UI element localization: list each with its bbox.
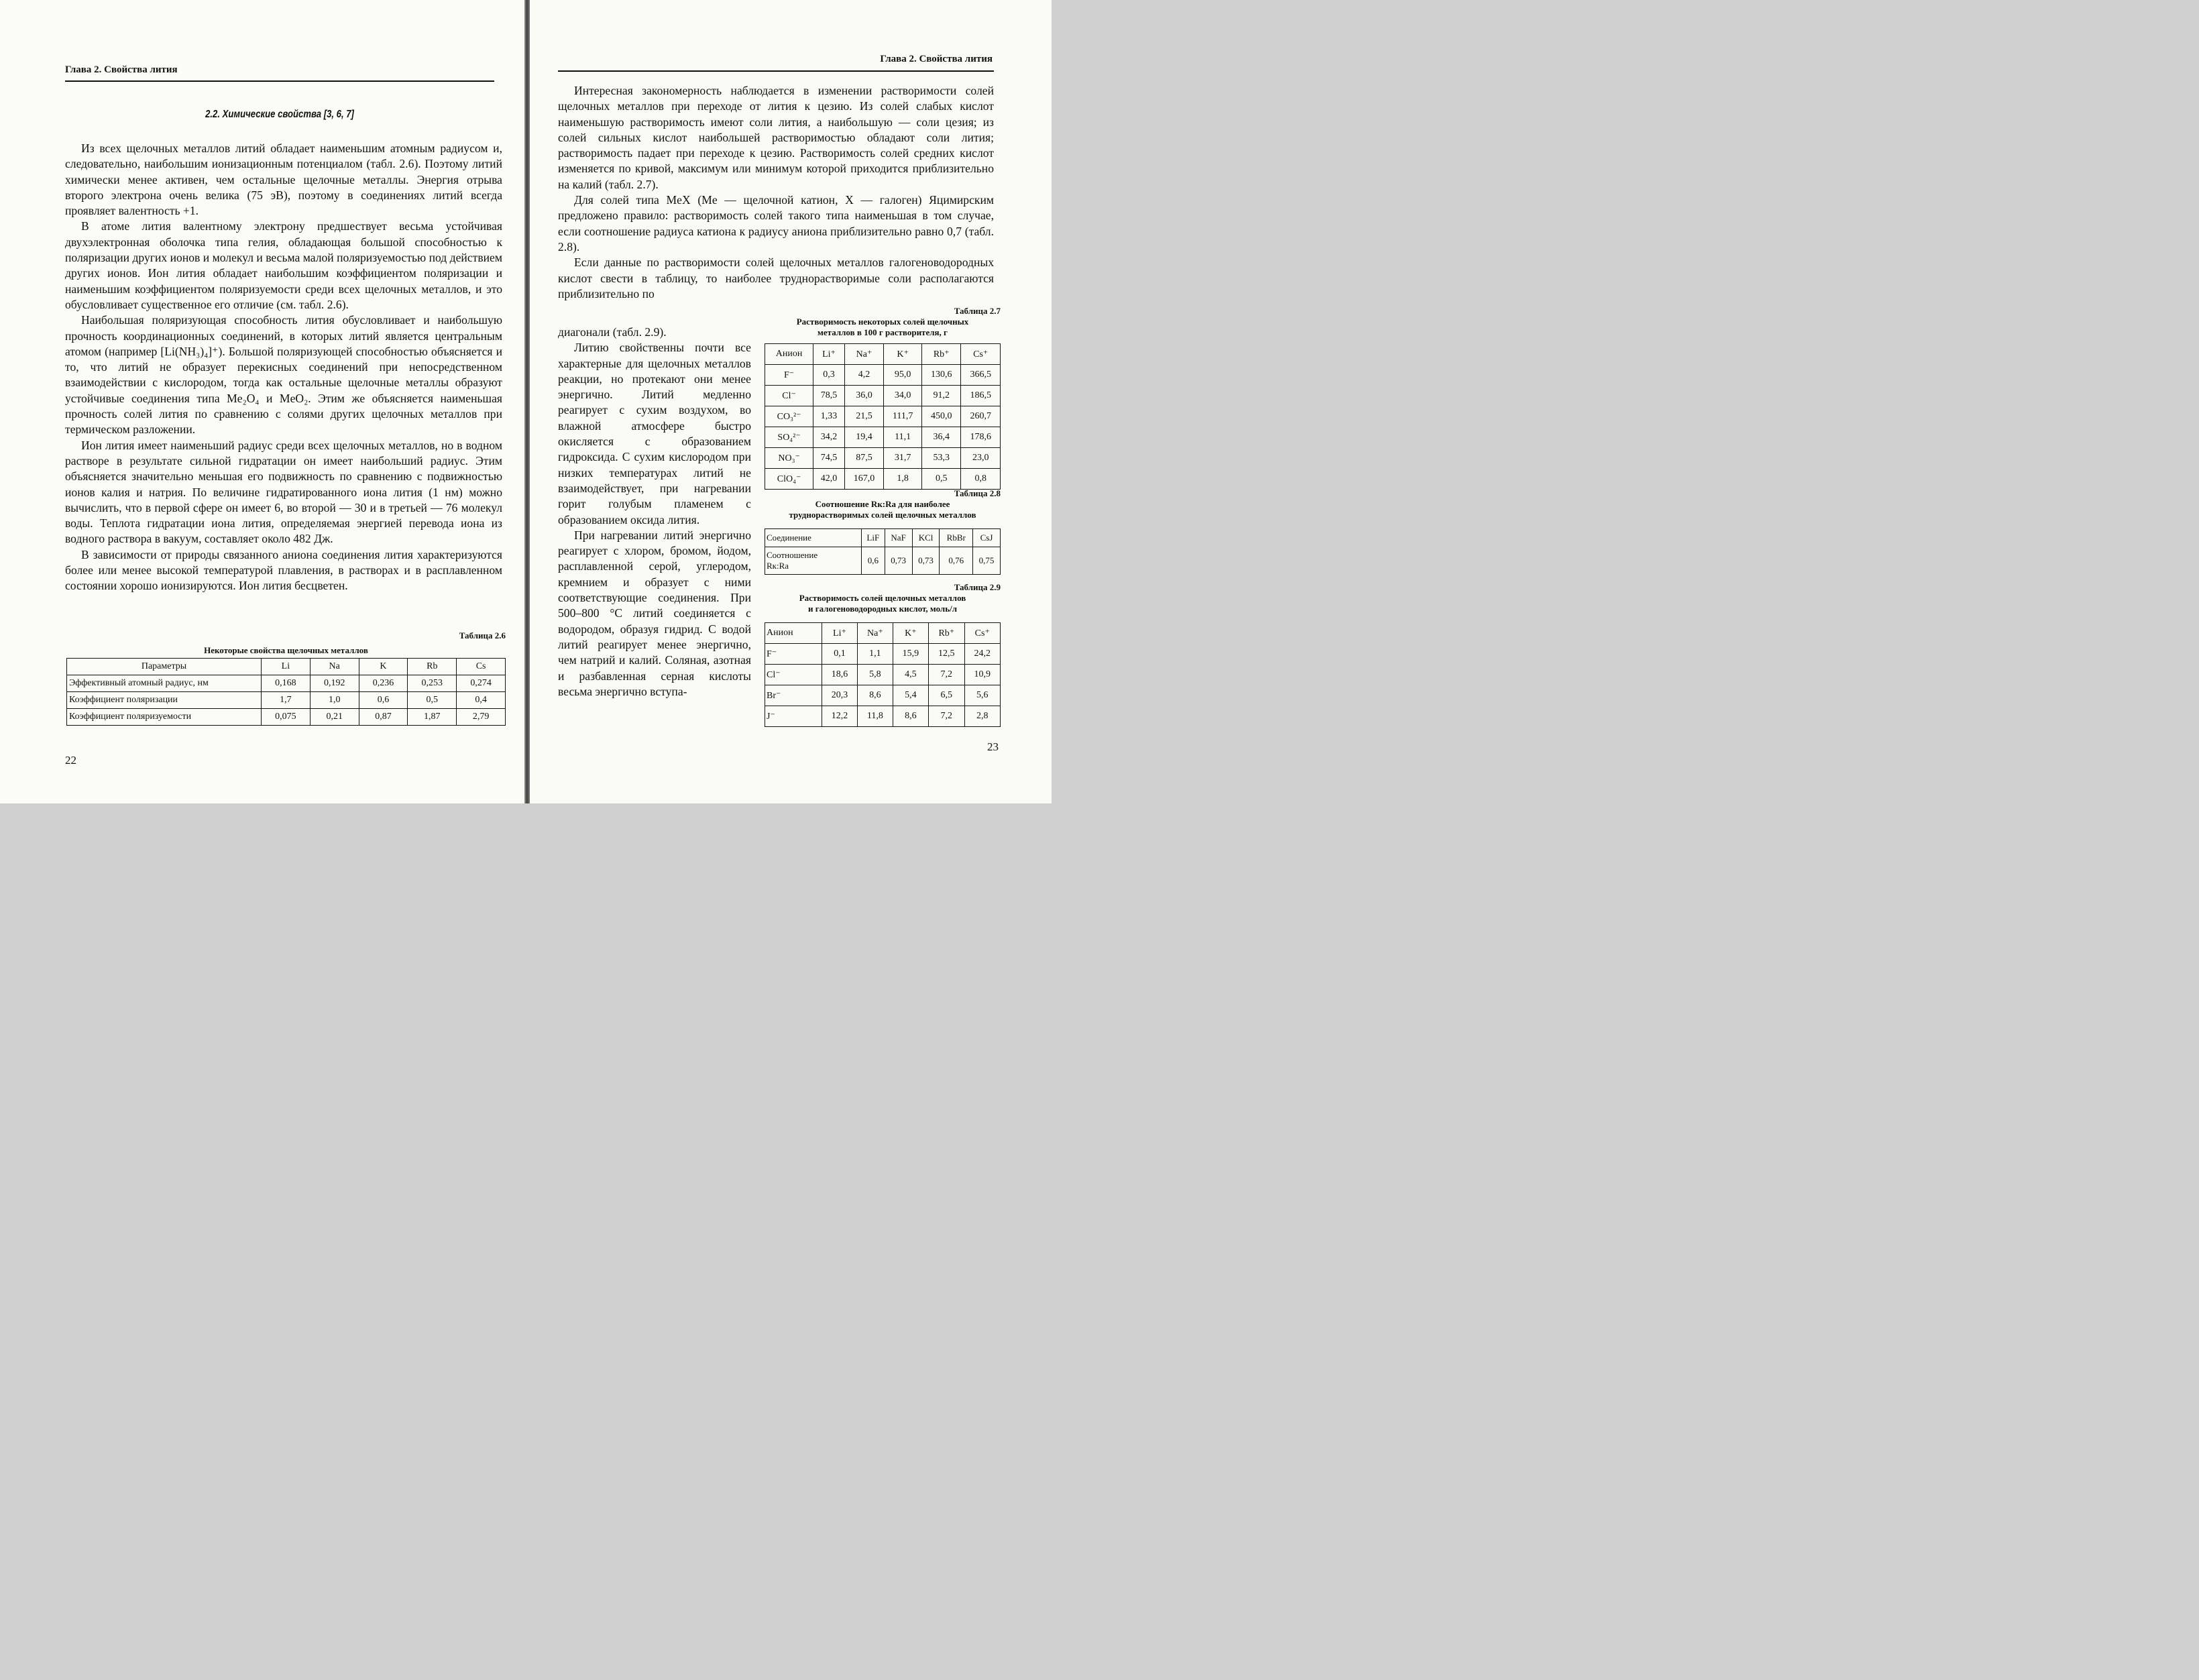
header-rule [558,70,994,72]
page-number: 22 [65,754,76,767]
cell: 12,2 [822,706,857,727]
header-cell: Cs⁺ [961,344,1001,365]
cell: 0,236 [359,675,408,692]
cell: Эффективный атомный радиус, нм [67,675,262,692]
cell: 23,0 [961,448,1001,469]
cell: 2,79 [457,709,506,726]
header-cell: Rb [408,659,457,675]
paragraph: Интересная закономерность наблюдается в изменении растворимости солей щелочных металлов при переходе от лития к цезию. Из солей слабых кислот наименьшую растворимость имеют соли лития, а наибольшую — соли цезия; из солей сильных кислот наибольшей растворимостью обладают соли лития; растворимость падает при переходе к цезию. Растворимость солей средних кислот изменяется по кривой, максимум или минимум которой приходится приблизительно на калий (табл. 2.7). [558,84,994,191]
table-row [67,675,506,692]
cell: 20,3 [822,685,857,706]
table-title-line: труднорастворимых солей щелочных металлов [789,510,976,520]
cell: 0,87 [359,709,408,726]
cell: 5,6 [964,685,1000,706]
paragraph: Литию свойственны почти все характерные для щелочных металлов реакции, но протекают они менее энергично. Литий медленно реагирует с сухим воздухом, во влажной атмосфере быстро окисляется с образованием гидроксида. С сухим кислородом при низких температурах литий не взаимодействует, при нагревании горит голубым пламенем с образованием оксида лития. [558,341,751,526]
cell: Br⁻ [765,685,822,706]
row-label-cell [765,547,862,575]
paragraph: В атоме лития валентному электрону предшествует весьма устойчивая двухэлектронная оболочка типа гелия, обладающая большой способностью к поляризации других ионов и молекул и весьма малой поляризуемостью под действием других ионов. Ион лития обладает наибольшим коэффициентом поляризации и наименьшим коэффициентом поляризуемости среди всех щелочных металлов, и это обусловливает существенное его отличие (см. табл. 2.6). [65,219,502,311]
table-number: Таблица 2.7 [954,306,1001,316]
book-spread [0,0,1052,803]
solubility-table [765,343,1001,490]
cell: 0,73 [912,547,940,575]
table-row [765,644,1001,665]
table-row [67,692,506,709]
table-2-6 [66,630,506,726]
cell: 4,5 [893,665,928,685]
cell: SO₄²⁻ [765,427,813,448]
book-gutter [524,0,530,803]
cell: 6,5 [929,685,964,706]
cell: F⁻ [765,365,813,386]
table-title-line: и галогеноводородных кислот, моль/л [807,604,958,614]
section-title: 2.2. Химические свойства [3, 6, 7] [205,109,354,120]
header-cell: Анион [765,344,813,365]
table-row [765,665,1001,685]
table-number: Таблица 2.6 [459,630,506,640]
cell: 1,0 [310,692,359,709]
table-number: Таблица 2.9 [954,582,1001,592]
paragraph: В зависимости от природы связанного аниона соединения лития характеризуются более или менее высокой температурой плавления, в растворах и в расплавленном состоянии хорошо ионизируются. Ион лития бесцветен. [65,547,502,593]
paragraph: Ион лития имеет наименьший радиус среди всех щелочных металлов, но в водном растворе в результате сильной гидратации он имеет наибольший радиус. Этим объясняется значительно меньшая его подвижность по сравнению с подвижностью ионов калия и натрия. По величине гидратированного иона лития (1 нм) можно вычислить, что в первой сфере он имеет 6, во второй — 30 и в третьей — 76 молекул воды. Теплота гидратации иона лития, определяемая энергией перевода иона из водного раствора в вакуум, составляет около 482 Дж. [65,438,502,546]
cell: 7,2 [929,706,964,727]
cell: F⁻ [765,644,822,665]
header-cell: Cs⁺ [964,623,1000,644]
table-2-9 [765,582,1001,727]
row-label-line: Соотношение [767,550,818,560]
cell: 450,0 [921,406,960,427]
cell: 42,0 [813,469,845,490]
table-row [765,365,1001,386]
cell: 5,4 [893,685,928,706]
cell: NO₃⁻ [765,448,813,469]
header-cell: Na⁺ [844,344,883,365]
header-cell: Rb⁺ [929,623,964,644]
cell: CO₃²⁻ [765,406,813,427]
cell: 260,7 [961,406,1001,427]
table-row [765,386,1001,406]
header-cell: K⁺ [893,623,928,644]
cell: 0,1 [822,644,857,665]
paragraph: При нагревании литий энергично реагирует с хлором, бромом, йодом, расплавленной серой, углеродом, кремнием и образует с ними соответствующие соединения. При 500–800 °C литий соединяется с водородом, образуя гидрид. С водой литий реагирует менее энергично, чем натрий и калий. Соляная, азотная и разбавленная серная кислоты весьма энергично вступа- [558,528,751,698]
cell: 0,73 [885,547,912,575]
cell: 24,2 [964,644,1000,665]
cell: 0,6 [359,692,408,709]
cell: 19,4 [844,427,883,448]
cell: 2,8 [964,706,1000,727]
cell: Cl⁻ [765,665,822,685]
paragraph: Наибольшая поляризующая способность лития обусловливает и наибольшую прочность координационных соединений, в которых литий является центральным атомом (например [Li(NH₃)₄]⁺). Большой поляризующей способностью объясняется и то, что литий не образует перекисных соединений при непосредственном взаимодействии с кислородом, тогда как остальные щелочные металлы образуют устойчивые соединения типа Me₂O₄ и MeO₂. Этим же объясняется наименьшая прочность солей лития по сравнению с солями других щелочных металлов при термическом разложении. [65,313,502,437]
cell: 0,6 [862,547,885,575]
cell: 0,3 [813,365,845,386]
cell: Cl⁻ [765,386,813,406]
body-text-column [558,325,751,699]
header-cell: Rb⁺ [921,344,960,365]
cell: ClO₄⁻ [765,469,813,490]
header-cell: Na [310,659,359,675]
cell: 8,6 [893,706,928,727]
table-title: Некоторые свойства щелочных металлов [204,645,368,655]
paragraph: Для солей типа MeX (Me — щелочной катион, X — галоген) Яцимирским предложено правило: растворимость солей такого типа наименьшая в том случае, если соотношение радиуса катиона к радиусу аниона приблизительно равно 0,7 (табл. 2.8). [558,193,994,254]
cell: 91,2 [921,386,960,406]
table-row [765,706,1001,727]
table-2-8 [765,488,1001,575]
table-header-row [67,659,506,675]
body-text [65,141,502,594]
running-head: Глава 2. Свойства лития [65,64,178,75]
table-row [765,448,1001,469]
header-cell: NaF [885,529,912,547]
body-text-top [558,83,994,302]
cell: 1,33 [813,406,845,427]
table-title-line: металлов в 100 г растворителя, г [817,327,948,337]
cell: 0,5 [921,469,960,490]
cell: 87,5 [844,448,883,469]
table-header-row [765,344,1001,365]
header-cell: LiF [862,529,885,547]
table-row [765,469,1001,490]
cell: 21,5 [844,406,883,427]
cell: 0,253 [408,675,457,692]
header-cell: KCl [912,529,940,547]
header-cell: CsJ [973,529,1001,547]
header-cell: K [359,659,408,675]
cell: 78,5 [813,386,845,406]
table-number: Таблица 2.8 [954,488,1001,498]
left-page [0,0,524,803]
header-cell: K⁺ [884,344,922,365]
cell: 7,2 [929,665,964,685]
cell: 4,2 [844,365,883,386]
right-page [530,0,1052,803]
table-title [765,499,1001,520]
table-row [765,427,1001,448]
properties-table [66,658,506,726]
table-row [67,709,506,726]
table-row [765,547,1001,575]
cell: 8,6 [858,685,893,706]
cell: 36,0 [844,386,883,406]
cell: 1,8 [884,469,922,490]
table-title [765,317,1001,338]
header-cell: Li [262,659,311,675]
cell: 1,7 [262,692,311,709]
table-title-line: Соотношение Rк:Rа для наиболее [815,499,950,509]
cell: 111,7 [884,406,922,427]
cell: 95,0 [884,365,922,386]
header-cell: Li⁺ [813,344,845,365]
cell: 5,8 [858,665,893,685]
table-title-line: Растворимость солей щелочных металлов [799,593,966,603]
cell: 34,2 [813,427,845,448]
halide-solubility-table [765,622,1001,727]
cell: 12,5 [929,644,964,665]
header-rule [65,80,494,82]
cell: 366,5 [961,365,1001,386]
page-number: 23 [987,740,999,753]
header-cell: Соединение [765,529,862,547]
cell: 178,6 [961,427,1001,448]
cell: 0,168 [262,675,311,692]
table-title-line: Растворимость некоторых солей щелочных [796,317,969,327]
cell: 0,8 [961,469,1001,490]
cell: 0,76 [940,547,973,575]
cell: 15,9 [893,644,928,665]
header-cell: Na⁺ [858,623,893,644]
header-cell: Анион [765,623,822,644]
cell: 0,192 [310,675,359,692]
header-cell: Cs [457,659,506,675]
cell: 186,5 [961,386,1001,406]
row-label-line: Rк:Rа [767,561,789,571]
cell: 0,5 [408,692,457,709]
cell: 11,8 [858,706,893,727]
cell: 36,4 [921,427,960,448]
header-cell: RbBr [940,529,973,547]
cell: 130,6 [921,365,960,386]
table-header-row [765,529,1001,547]
table-2-7 [765,306,1001,490]
cell: 0,075 [262,709,311,726]
running-head: Глава 2. Свойства лития [880,54,993,64]
cell: 11,1 [884,427,922,448]
cell: Коэффициент поляризуемости [67,709,262,726]
table-title [765,593,1001,614]
cell: 0,274 [457,675,506,692]
cell: 0,75 [973,547,1001,575]
table-row [765,406,1001,427]
cell: 74,5 [813,448,845,469]
cell: 0,4 [457,692,506,709]
cell: 53,3 [921,448,960,469]
header-cell: Li⁺ [822,623,857,644]
cell: 34,0 [884,386,922,406]
cell: 10,9 [964,665,1000,685]
cell: 1,87 [408,709,457,726]
ratio-table [765,528,1001,575]
cell: 167,0 [844,469,883,490]
paragraph: Если данные по растворимости солей щелочных металлов галогеноводородных кислот свести в таблицу, то наиболее труднорастворимые соли располагаются приблизительно по [558,256,994,300]
cell: 18,6 [822,665,857,685]
cell: 1,1 [858,644,893,665]
cell: 31,7 [884,448,922,469]
table-header-row [765,623,1001,644]
cell: 0,21 [310,709,359,726]
cell: Коэффициент поляризации [67,692,262,709]
table-row [765,685,1001,706]
paragraph-continuation: диагонали (табл. 2.9). [558,325,667,339]
cell: J⁻ [765,706,822,727]
header-cell: Параметры [67,659,262,675]
paragraph: Из всех щелочных металлов литий обладает наименьшим атомным радиусом и, следовательно, наибольшим ионизационным потенциалом (табл. 2.6). Поэтому литий химически менее активен, чем остальные щелочные металлы. Энергия отрыва второго электрона очень велика (75 эВ), поэтому в соединениях литий всегда проявляет валентность +1. [65,142,502,218]
